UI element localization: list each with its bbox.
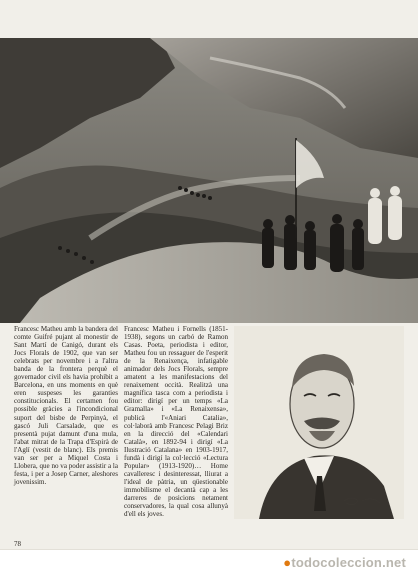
watermark-brand: todocoleccion (291, 555, 383, 570)
photo-caption: Francesc Matheu amb la bandera del comte Guifré pujant al monestir de Sant Martí de Canigó, durant els Jocs Florals de 1902, que van ser celebrats per novembre i a l'altra banda de la frontera perquè el governador civil els havia prohibit a Barcelona, en uns moments en què eren suspeses les garanties constitucionals. El certamen fou possible gràcies a l'incondicional suport del bisbe de Perpinyà, el gascó Juli Carsalade, que es presentà pujat damunt d'una mula, l'abat mitrat de la Trapa d'Espirà de l'Aglí (vestit de blanc). Els premis van ser per a Miquel Costa i Llobera, que no va poder assistir a la festa, i per a Josep Carner, aleshores jovenissim. (14, 325, 118, 486)
charcoal-portrait (234, 326, 404, 519)
procession-photo (0, 38, 418, 323)
watermark-dot-icon: ● (283, 555, 292, 570)
watermark-suffix: .net (382, 555, 406, 570)
portrait-caption: Francesc Matheu i Fornells (1851-1938), segons un carbó de Ramon Casas. Poeta, periodista i editor, Matheu fou un ressaguer de l'esperit de la Renaixença, infatigable animador dels Jocs Florals, sempre amatent a les manifestacions del renaixement occità. Realitzà una magnífica tasca com a periodista i editor: dirigí per un temps «La Gramalla» i «La Renaixensa», publicà l'«Aniari Catalia», col·laborà amb Francesc Pelagi Briz en la direcció del «Calendari Català», en 1892-94 i dirigí «La Ilustració Catalana» en 1903-1917, fundà i dirigí la col·lecció «Lectura Popular» (1913-1920)… Home cavalleresc i desinteressat, lliurat a l'ideal de pàtria, un qüestionable immobilisme el decantà cap a les darreres de posicions netament conservadores, la qual cosa allunyà d'ell els joves. (124, 325, 228, 519)
page-number: 78 (14, 540, 21, 548)
watermark-bar (0, 549, 418, 572)
watermark-logo (283, 555, 406, 570)
mountain-procession-image (0, 38, 418, 323)
portrait-drawing-image (234, 326, 404, 519)
